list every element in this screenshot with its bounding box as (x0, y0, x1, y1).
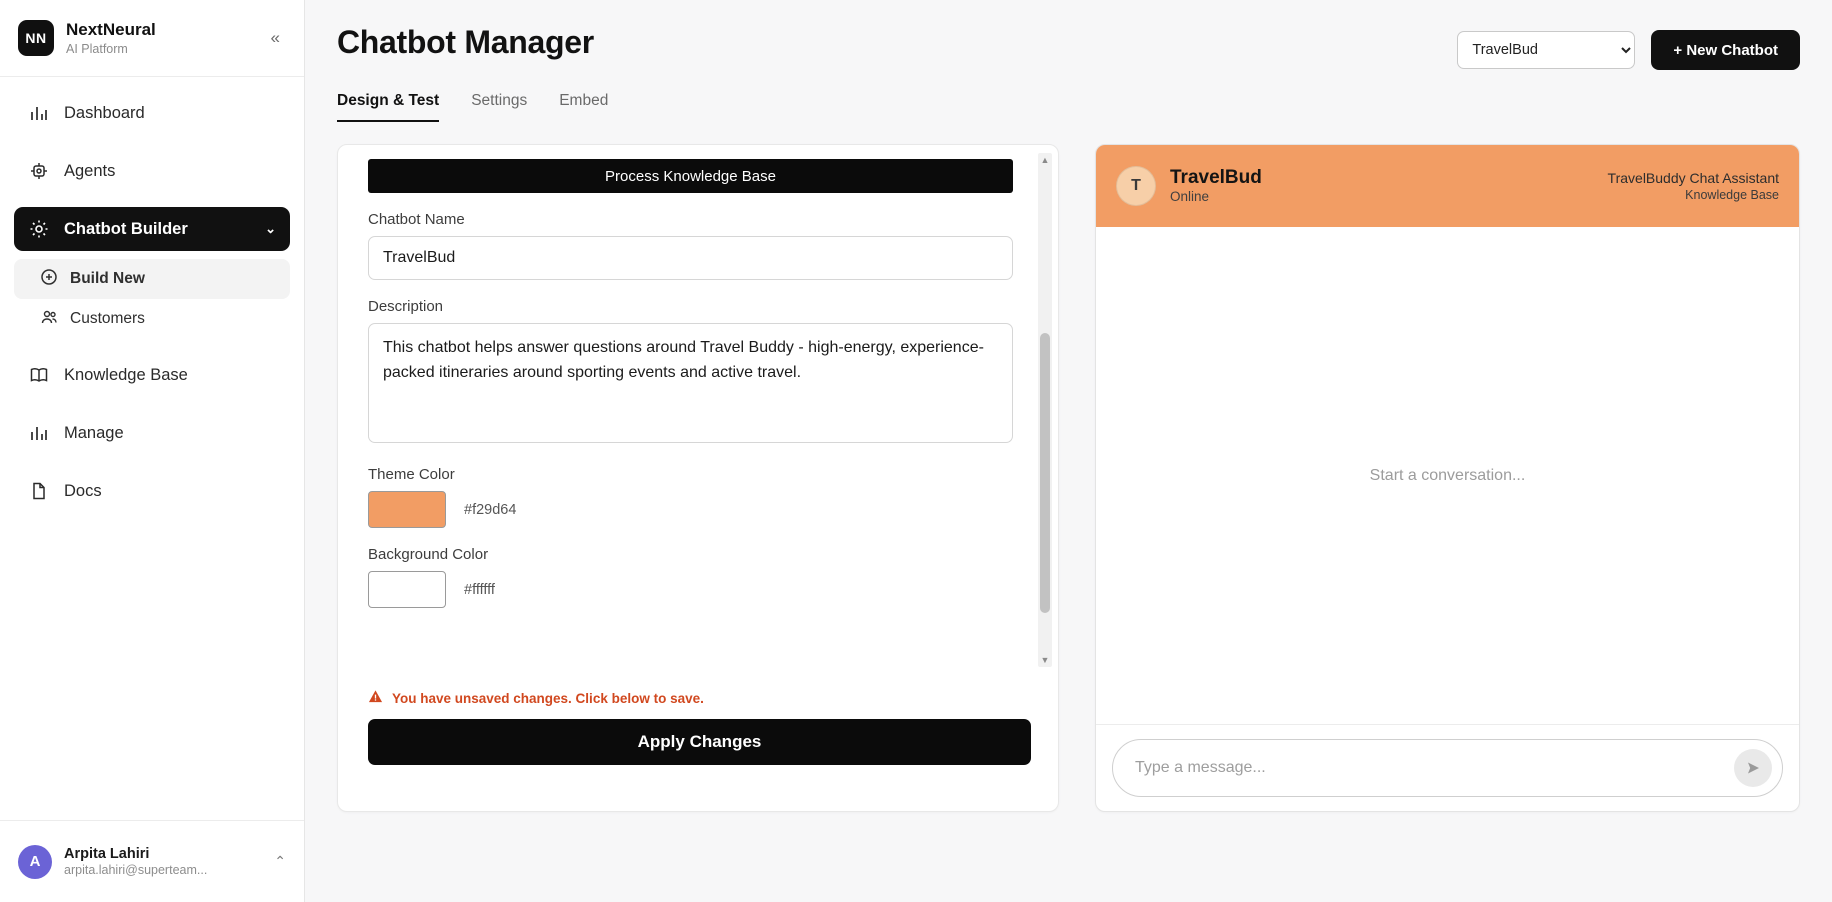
brand-logo: NN (18, 20, 54, 56)
tab-design-test[interactable]: Design & Test (337, 92, 439, 122)
send-icon[interactable] (1734, 749, 1772, 787)
chat-empty-state: Start a conversation... (1369, 466, 1526, 484)
chatbot-name-label: Chatbot Name (368, 211, 465, 228)
chatbot-name-input[interactable] (368, 236, 1013, 280)
top-bar-actions (1457, 30, 1800, 70)
theme-color-swatch[interactable] (368, 491, 446, 528)
main-content (305, 0, 1832, 902)
brand-text (66, 20, 255, 56)
process-knowledge-base-button[interactable]: Process Knowledge Base (368, 159, 1013, 193)
background-color-swatch[interactable] (368, 571, 446, 608)
brand-subtitle: AI Platform (66, 41, 128, 56)
user-meta (64, 845, 262, 879)
sidebar-item-manage[interactable] (14, 411, 290, 455)
sidebar-subitem-label: Customers (70, 310, 145, 327)
avatar: A (18, 845, 52, 879)
page-title: Chatbot Manager (337, 24, 594, 60)
background-color-label: Background Color (368, 546, 489, 563)
sidebar-item-chatbot-builder[interactable] (14, 207, 290, 251)
chat-preview-panel (1095, 144, 1800, 812)
scrollbar-thumb[interactable] (1040, 333, 1050, 613)
user-name: Arpita Lahiri (64, 845, 150, 862)
description-label: Description (368, 298, 444, 315)
user-account-box[interactable] (0, 820, 304, 902)
chart-bar-icon (28, 102, 50, 124)
theme-color-hex: #f29d64 (464, 501, 517, 518)
scroll-up-icon[interactable]: ▲ (1040, 155, 1050, 165)
tab-bar (305, 70, 1832, 122)
sidebar-nav (0, 77, 304, 820)
sidebar-item-label: Manage (64, 423, 124, 442)
chat-identity (1170, 166, 1594, 207)
tab-embed[interactable]: Embed (559, 92, 609, 109)
new-chatbot-button[interactable]: + New Chatbot (1651, 30, 1800, 70)
chat-meta-subtitle: Knowledge Base (1685, 187, 1779, 202)
chevron-up-icon[interactable]: ⌃ (274, 853, 286, 869)
form-scrollbar[interactable] (1038, 153, 1052, 667)
tab-settings[interactable]: Settings (471, 92, 528, 109)
sidebar-item-customers[interactable] (14, 299, 290, 339)
chat-message-area (1096, 227, 1799, 724)
sidebar-item-agents[interactable] (14, 149, 290, 193)
unsaved-changes-text: You have unsaved changes. Click below to save. (392, 690, 704, 706)
sidebar (0, 0, 305, 902)
sidebar-item-label: Chatbot Builder (64, 219, 188, 238)
sidebar-item-label: Docs (64, 481, 102, 500)
message-input[interactable] (1135, 759, 1734, 777)
chat-meta-title: TravelBuddy Chat Assistant (1607, 169, 1779, 186)
chat-bot-name: TravelBud (1170, 166, 1262, 188)
chatbot-select[interactable] (1457, 31, 1635, 69)
book-icon (28, 364, 50, 386)
chat-avatar: T (1116, 166, 1156, 206)
apply-changes-button[interactable]: Apply Changes (368, 719, 1031, 765)
chat-input-area (1096, 724, 1799, 811)
background-color-hex: #ffffff (464, 581, 495, 598)
form-footer (338, 673, 1058, 765)
scroll-down-icon[interactable]: ▼ (1040, 655, 1050, 665)
message-input-box[interactable] (1112, 739, 1783, 797)
plus-circle-icon (40, 268, 58, 291)
sidebar-item-docs[interactable] (14, 469, 290, 513)
sidebar-item-build-new[interactable] (14, 259, 290, 299)
chat-header (1096, 145, 1799, 227)
users-icon (40, 308, 58, 331)
description-textarea[interactable] (368, 323, 1013, 443)
sidebar-subitem-label: Build New (70, 270, 145, 287)
brand-name: NextNeural (66, 20, 156, 40)
chart-bar-icon (28, 422, 50, 444)
user-email: arpita.lahiri@superteam... (64, 862, 208, 877)
sidebar-collapse-icon[interactable]: « (270, 28, 280, 47)
sidebar-subnav (14, 259, 290, 339)
sidebar-item-label: Agents (64, 161, 116, 180)
document-icon (28, 480, 50, 502)
theme-color-row (368, 491, 1028, 528)
brand-header (0, 0, 304, 77)
sidebar-item-label: Dashboard (64, 103, 145, 122)
sidebar-item-knowledge-base[interactable] (14, 353, 290, 397)
theme-color-label: Theme Color (368, 466, 455, 483)
design-form-panel (337, 144, 1059, 812)
chat-meta (1608, 169, 1779, 203)
warning-triangle-icon (368, 689, 383, 707)
sidebar-item-label: Knowledge Base (64, 365, 188, 384)
top-bar (305, 0, 1832, 70)
chevron-down-icon: ⌄ (265, 221, 276, 236)
cpu-chip-icon (28, 160, 50, 182)
background-color-row (368, 571, 1028, 608)
sidebar-item-dashboard[interactable] (14, 91, 290, 135)
chat-status: Online (1170, 189, 1210, 205)
unsaved-changes-warning (368, 689, 1028, 707)
form-scroll-area[interactable] (338, 145, 1058, 673)
content-area (305, 122, 1832, 812)
gear-icon (28, 218, 50, 240)
